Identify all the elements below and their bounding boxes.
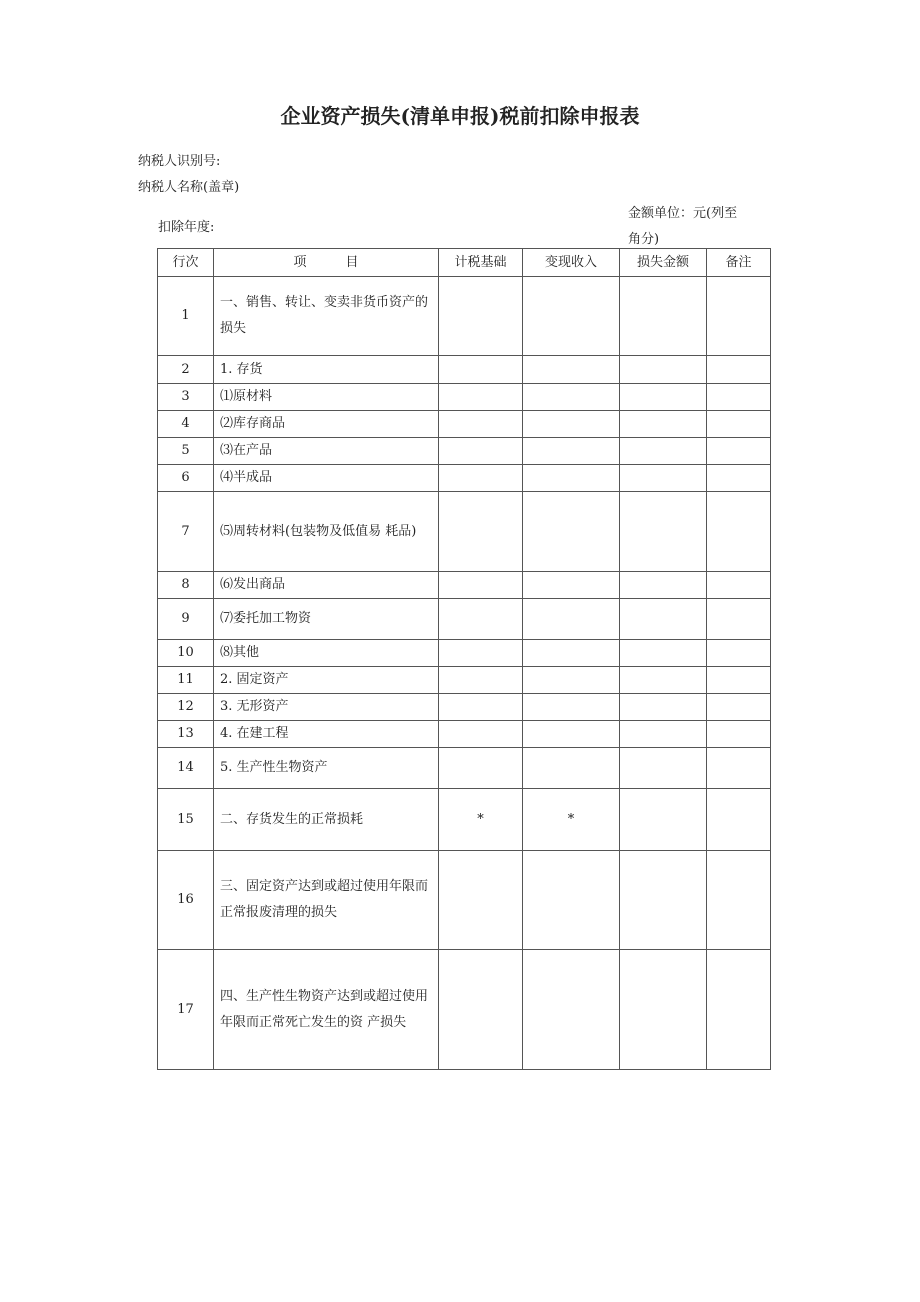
tax-basis-cell	[439, 356, 523, 384]
tax-basis-cell	[439, 667, 523, 694]
row-item: 3. 无形资产	[214, 694, 439, 721]
header-cell: 项 目	[214, 249, 439, 277]
row-number: 1	[158, 277, 214, 356]
loss-amount-cell	[620, 640, 707, 667]
tax-basis-cell	[439, 465, 523, 492]
loss-amount-cell	[620, 667, 707, 694]
remarks-cell	[707, 356, 771, 384]
row-item: 1. 存货	[214, 356, 439, 384]
realized-income-cell	[523, 277, 620, 356]
row-item: 四、生产性生物资产达到或超过使用年限而正常死亡发生的资 产损失	[214, 950, 439, 1070]
loss-amount-cell	[620, 789, 707, 851]
row-number: 12	[158, 694, 214, 721]
unit-label-line2: 角分)	[628, 232, 660, 247]
row-number: 6	[158, 465, 214, 492]
row-number: 3	[158, 384, 214, 411]
row-number: 7	[158, 492, 214, 572]
loss-amount-cell	[620, 599, 707, 640]
realized-income-cell: *	[523, 789, 620, 851]
loss-amount-cell	[620, 411, 707, 438]
tax-basis-cell	[439, 950, 523, 1070]
remarks-cell	[707, 721, 771, 748]
remarks-cell	[707, 492, 771, 572]
remarks-cell	[707, 411, 771, 438]
table-row	[158, 465, 771, 492]
row-number: 4	[158, 411, 214, 438]
table-row	[158, 748, 771, 789]
row-number: 5	[158, 438, 214, 465]
table-row	[158, 789, 771, 851]
tax-basis-cell	[439, 384, 523, 411]
taxpayer-id-label: 纳税人识别号:	[138, 154, 221, 169]
remarks-cell	[707, 694, 771, 721]
table-row	[158, 851, 771, 950]
table-row	[158, 950, 771, 1070]
remarks-cell	[707, 438, 771, 465]
header-cell: 损失金额	[620, 249, 707, 277]
row-number: 2	[158, 356, 214, 384]
loss-amount-cell	[620, 465, 707, 492]
row-item: 一、销售、转让、变卖非货币资产的损失	[214, 277, 439, 356]
remarks-cell	[707, 667, 771, 694]
realized-income-cell	[523, 438, 620, 465]
table-row	[158, 599, 771, 640]
realized-income-cell	[523, 950, 620, 1070]
remarks-cell	[707, 789, 771, 851]
asset-loss-table	[157, 248, 771, 1070]
header-cell: 变现收入	[523, 249, 620, 277]
taxpayer-name-label: 纳税人名称(盖章)	[138, 180, 240, 195]
row-item: ⑸周转材料(包装物及低值易 耗品)	[214, 492, 439, 572]
loss-amount-cell	[620, 748, 707, 789]
tax-basis-cell	[439, 599, 523, 640]
table-row	[158, 572, 771, 599]
row-number: 8	[158, 572, 214, 599]
table-row	[158, 640, 771, 667]
row-item: ⑴原材料	[214, 384, 439, 411]
header-cell: 行次	[158, 249, 214, 277]
realized-income-cell	[523, 465, 620, 492]
loss-amount-cell	[620, 851, 707, 950]
row-number: 11	[158, 667, 214, 694]
remarks-cell	[707, 748, 771, 789]
row-number: 13	[158, 721, 214, 748]
header-cell: 计税基础	[439, 249, 523, 277]
realized-income-cell	[523, 748, 620, 789]
realized-income-cell	[523, 851, 620, 950]
row-item: 4. 在建工程	[214, 721, 439, 748]
tax-basis-cell: *	[439, 789, 523, 851]
row-number: 17	[158, 950, 214, 1070]
realized-income-cell	[523, 572, 620, 599]
table-row	[158, 667, 771, 694]
loss-amount-cell	[620, 277, 707, 356]
row-item: 二、存货发生的正常损耗	[214, 789, 439, 851]
remarks-cell	[707, 640, 771, 667]
tax-basis-cell	[439, 438, 523, 465]
realized-income-cell	[523, 411, 620, 438]
row-number: 10	[158, 640, 214, 667]
row-item: 三、固定资产达到或超过使用年限而正常报废清理的损失	[214, 851, 439, 950]
table-row	[158, 277, 771, 356]
header-cell: 备注	[707, 249, 771, 277]
page-title: 企业资产损失(清单申报)税前扣除申报表	[280, 104, 640, 128]
row-item: 2. 固定资产	[214, 667, 439, 694]
remarks-cell	[707, 277, 771, 356]
tax-basis-cell	[439, 572, 523, 599]
remarks-cell	[707, 384, 771, 411]
row-item: ⑷半成品	[214, 465, 439, 492]
tax-basis-cell	[439, 411, 523, 438]
table-row	[158, 721, 771, 748]
realized-income-cell	[523, 599, 620, 640]
loss-amount-cell	[620, 384, 707, 411]
tax-basis-cell	[439, 277, 523, 356]
table-row	[158, 694, 771, 721]
header-row	[158, 249, 771, 277]
loss-amount-cell	[620, 438, 707, 465]
row-item: ⑵库存商品	[214, 411, 439, 438]
realized-income-cell	[523, 640, 620, 667]
tax-basis-cell	[439, 748, 523, 789]
row-number: 14	[158, 748, 214, 789]
remarks-cell	[707, 465, 771, 492]
tax-basis-cell	[439, 851, 523, 950]
realized-income-cell	[523, 667, 620, 694]
row-item: ⑶在产品	[214, 438, 439, 465]
row-item: ⑺委托加工物资	[214, 599, 439, 640]
realized-income-cell	[523, 492, 620, 572]
remarks-cell	[707, 950, 771, 1070]
row-item: 5. 生产性生物资产	[214, 748, 439, 789]
deduction-year-label: 扣除年度:	[158, 220, 215, 235]
loss-amount-cell	[620, 356, 707, 384]
realized-income-cell	[523, 356, 620, 384]
realized-income-cell	[523, 384, 620, 411]
tax-basis-cell	[439, 640, 523, 667]
row-number: 9	[158, 599, 214, 640]
table-row	[158, 384, 771, 411]
realized-income-cell	[523, 721, 620, 748]
loss-amount-cell	[620, 572, 707, 599]
tax-basis-cell	[439, 721, 523, 748]
row-item: ⑹发出商品	[214, 572, 439, 599]
remarks-cell	[707, 851, 771, 950]
tax-basis-cell	[439, 492, 523, 572]
loss-amount-cell	[620, 950, 707, 1070]
row-number: 16	[158, 851, 214, 950]
tax-basis-cell	[439, 694, 523, 721]
row-item: ⑻其他	[214, 640, 439, 667]
realized-income-cell	[523, 694, 620, 721]
table-row	[158, 356, 771, 384]
loss-amount-cell	[620, 721, 707, 748]
table-row	[158, 411, 771, 438]
unit-label-line1: 金额单位：元(列至	[628, 206, 738, 221]
table-row	[158, 492, 771, 572]
loss-amount-cell	[620, 694, 707, 721]
remarks-cell	[707, 599, 771, 640]
row-number: 15	[158, 789, 214, 851]
table-row	[158, 438, 771, 465]
remarks-cell	[707, 572, 771, 599]
loss-amount-cell	[620, 492, 707, 572]
